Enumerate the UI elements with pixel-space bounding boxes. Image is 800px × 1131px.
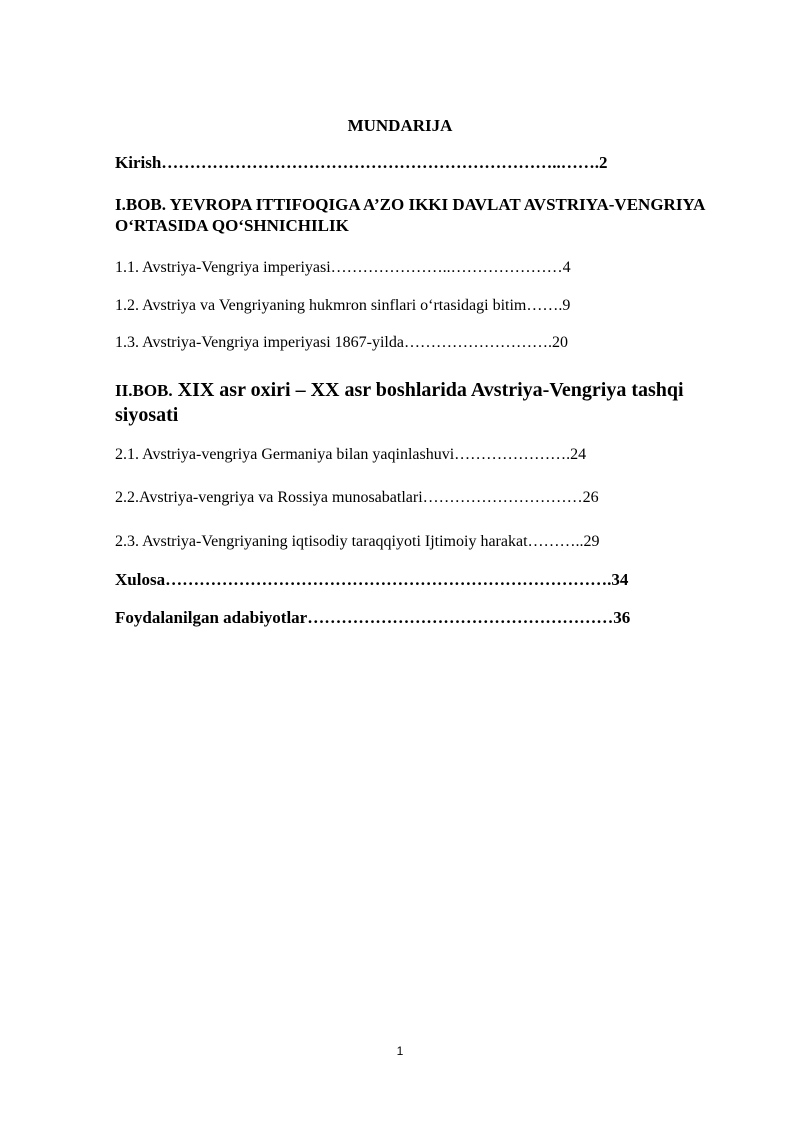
toc-entry-conclusion: Xulosa…………………………………………………………………….34 — [115, 570, 629, 589]
toc-entry-1-1: 1.1. Avstriya-Vengriya imperiyasi…………………..…………………4 — [115, 259, 571, 276]
toc-entry-1-3: 1.3. Avstriya-Vengriya imperiyasi 1867-yilda……………………….20 — [115, 334, 568, 351]
toc-entry-1-2: 1.2. Avstriya va Vengriyaning hukmron sinflari o‘rtasidagi bitim…….9 — [115, 297, 571, 314]
toc-entry-references: Foydalanilgan adabiyotlar………………………………………………36 — [115, 608, 631, 627]
page-title: MUNDARIJA — [347, 116, 453, 135]
chapter-2-title: XIX asr oxiri – XX asr boshlarida Avstriya-Vengriya tashqi siyosati — [115, 379, 684, 426]
chapter-2-heading — [115, 378, 735, 427]
toc-entry-intro: Kirish……………………………………………………………..…….2 — [115, 153, 608, 172]
toc-entry-2-1: 2.1. Avstriya-vengriya Germaniya bilan yaqinlashuvi………………….24 — [115, 446, 587, 463]
chapter-1-heading: I.BOB. YEVROPA ITTIFOQIGA A’ZO IKKI DAVLAT AVSTRIYA-VENGRIYA O‘RTASIDA QO‘SHNICHILIK — [115, 195, 705, 235]
chapter-2-prefix: II.BOB. — [115, 381, 173, 400]
toc-entry-2-2: 2.2.Avstriya-vengriya va Rossiya munosabatlari…………………………26 — [115, 489, 599, 506]
page-number: 1 — [396, 1044, 404, 1058]
toc-entry-2-3: 2.3. Avstriya-Vengriyaning iqtisodiy taraqqiyoti Ijtimoiy harakat………..29 — [115, 533, 600, 550]
